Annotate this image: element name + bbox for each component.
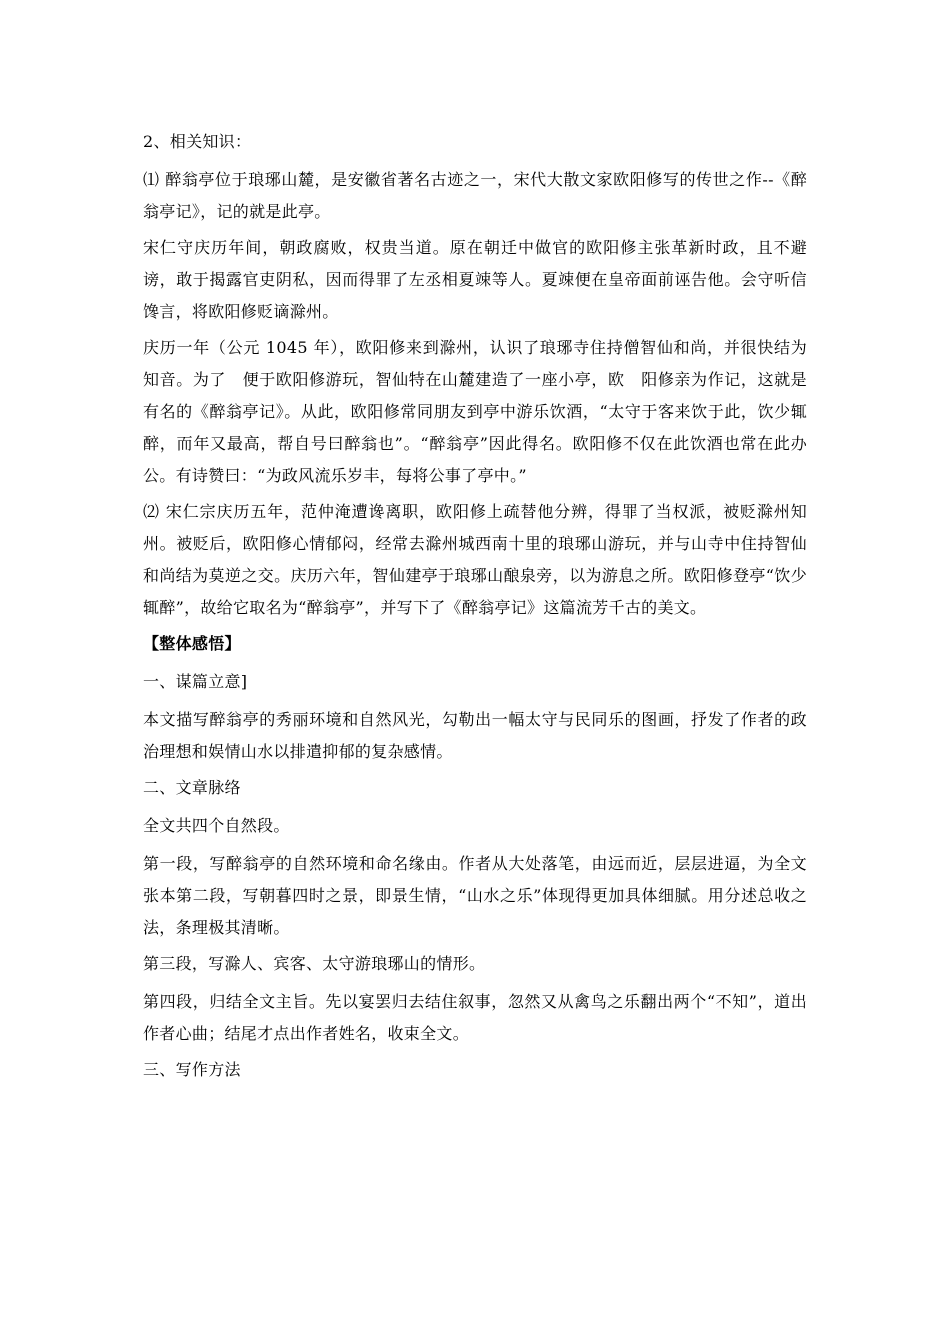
paragraph-first-section: 第一段，写醉翁亭的自然环境和命名缘由。作者从大处落笔，由远而近，层层进逼，为全文张本第二段，写朝暮四时之景，即景生情，“山水之乐”体现得更加具体细腻。用分述总收之法，条理极其清晰。	[143, 854, 807, 937]
section-heading-overall: 【整体感悟】	[143, 634, 241, 653]
paragraph-theme: 本文描写醉翁亭的秀丽环境和自然风光，勾勒出一幅太守与民同乐的图画，抒发了作者的政治理想和娱情山水以排遣抑郁的复杂感情。	[143, 710, 807, 761]
paragraph-fourth-section: 第四段，归结全文主旨。先以宴罢归去结住叙事，忽然又从禽鸟之乐翻出两个“不知”，道出作者心曲；结尾才点出作者姓名，收束全文。	[143, 992, 807, 1043]
subheading-structure-intent: 一、谋篇立意]	[143, 672, 248, 691]
subheading-outline: 二、文章脉络	[143, 778, 241, 797]
section-label: 2、相关知识：	[143, 132, 252, 151]
paragraph-four-sections: 全文共四个自然段。	[143, 816, 290, 835]
paragraph-background: 宋仁守庆历年间，朝政腐败，权贵当道。原在朝迁中做官的欧阳修主张革新时政，且不避谤，敢于揭露官吏阴私，因而得罪了左丞相夏竦等人。夏竦便在皇帝面前诬告他。会守听信馋言，将欧阳修贬谪滁州。	[143, 238, 807, 321]
paragraph-third-section: 第三段，写滁人、宾客、太守游琅琊山的情形。	[143, 954, 486, 973]
document-page	[143, 126, 807, 1092]
subheading-writing-method: 三、写作方法	[143, 1060, 241, 1079]
paragraph-pavilion-intro: ⑴ 醉翁亭位于琅琊山麓，是安徽省著名古迹之一，宋代大散文家欧阳修写的传世之作--《醉翁亭记》，记的就是此亭。	[143, 170, 807, 221]
paragraph-qingli-fifth-year: ⑵ 宋仁宗庆历五年，范仲淹遭谗离职，欧阳修上疏替他分辨，得罪了当权派，被贬滁州知州。被贬后，欧阳修心情郁闷，经常去滁州城西南十里的琅琊山游玩，并与山寺中住持智仙和尚结为莫逆之交。庆历六年，智仙建亭于琅琊山酿泉旁，以为游息之所。欧阳修登亭“饮少辄醉”，故给它取名为“醉翁亭”，并写下了《醉翁亭记》这篇流芳千古的美文。	[143, 502, 807, 617]
paragraph-qingli-year: 庆历一年（公元 1045 年），欧阳修来到滁州，认识了琅琊寺住持僧智仙和尚，并很快结为知音。为了 便于欧阳修游玩，智仙特在山麓建造了一座小亭，欧 阳修亲为作记，这就是有名的《醉翁亭记》。从此，欧阳修常同朋友到亭中游乐饮酒，“太守于客来饮于此，饮少辄醉，而年又最高，帮自号曰醉翁也”。“醉翁亭”因此得名。欧阳修不仅在此饮酒也常在此办公。有诗赞曰：“为政风流乐岁丰，每将公事了亭中。”	[143, 338, 807, 485]
